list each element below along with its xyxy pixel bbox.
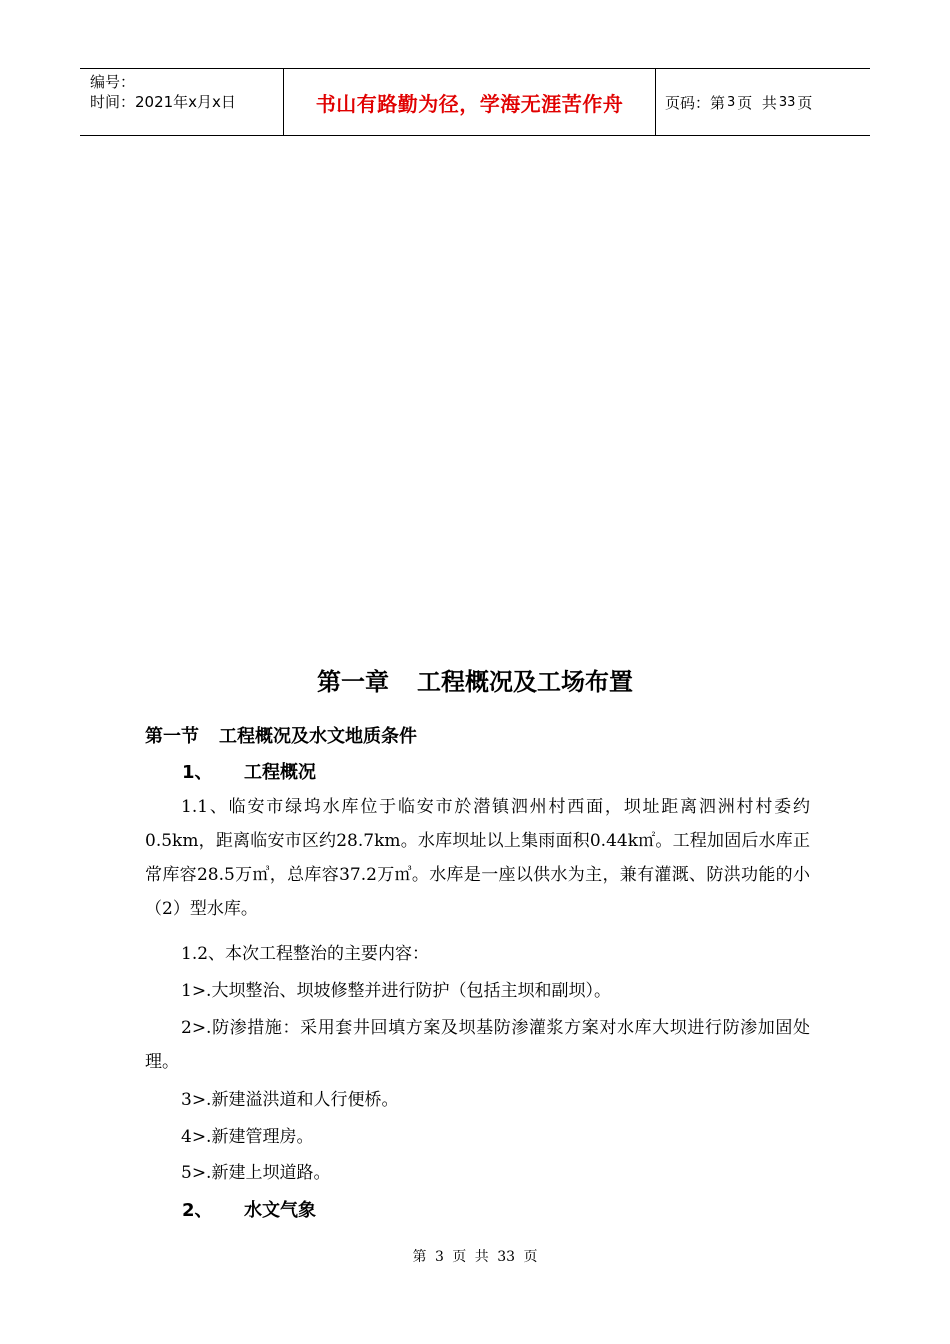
time-label: 时间：2021年x月x日 bbox=[90, 93, 236, 111]
subsection-title: 水文气象 bbox=[244, 1200, 316, 1221]
header-page-info bbox=[656, 69, 870, 135]
header-left-cell bbox=[80, 69, 283, 135]
number-label: 编号： bbox=[90, 73, 136, 91]
page-suffix: 页 bbox=[797, 93, 813, 112]
chapter-name: 工程概况及工场布置 bbox=[417, 668, 633, 696]
section-title bbox=[145, 722, 417, 748]
page-header bbox=[80, 68, 870, 136]
chapter-title bbox=[0, 662, 950, 697]
chapter-label: 第一章 bbox=[317, 668, 389, 696]
paragraph-item-1: 1>.大坝整治、坝坡修整并进行防护（包括主坝和副坝）。 bbox=[181, 981, 611, 1001]
header-motto: 书山有路勤为径，学海无涯苦作舟 bbox=[283, 69, 656, 135]
subsection-number: 2、 bbox=[182, 1200, 213, 1221]
subsection-number: 1、 bbox=[182, 762, 213, 783]
section-name: 工程概况及水文地质条件 bbox=[219, 726, 417, 747]
page-total: 33 bbox=[778, 94, 796, 110]
page-prefix: 页码：第 bbox=[665, 93, 726, 112]
subsection-heading-2 bbox=[182, 1196, 316, 1222]
page-footer: 第 3 页 共 33 页 bbox=[412, 1249, 538, 1265]
paragraph-item-5: 5>.新建上坝道路。 bbox=[181, 1163, 331, 1183]
paragraph-main-content: 1.2、本次工程整治的主要内容： bbox=[181, 944, 430, 964]
subsection-title: 工程概况 bbox=[244, 762, 316, 783]
paragraph-overview: 1.1、临安市绿坞水库位于临安市於潜镇泗州村西面，坝址距离泗洲村村委约0.5km，距离临安市区约28.7km。水库坝址以上集雨面积0.44k㎡。工程加固后水库正常库容28.5万㎥，总库容37.2万㎥。水库是一座以供水为主，兼有灌溉、防洪功能的小（2）型水库。 bbox=[145, 797, 810, 919]
paragraph-item-3: 3>.新建溢洪道和人行便桥。 bbox=[181, 1090, 399, 1110]
page-mid: 页 共 bbox=[737, 93, 777, 112]
section-label: 第一节 bbox=[145, 726, 199, 747]
paragraph-item-2: 2>.防渗措施：采用套井回填方案及坝基防渗灌浆方案对水库大坝进行防渗加固处理。 bbox=[145, 1018, 810, 1072]
paragraph-item-4: 4>.新建管理房。 bbox=[181, 1127, 314, 1147]
subsection-heading-1 bbox=[182, 758, 316, 784]
page-current: 3 bbox=[727, 94, 736, 110]
